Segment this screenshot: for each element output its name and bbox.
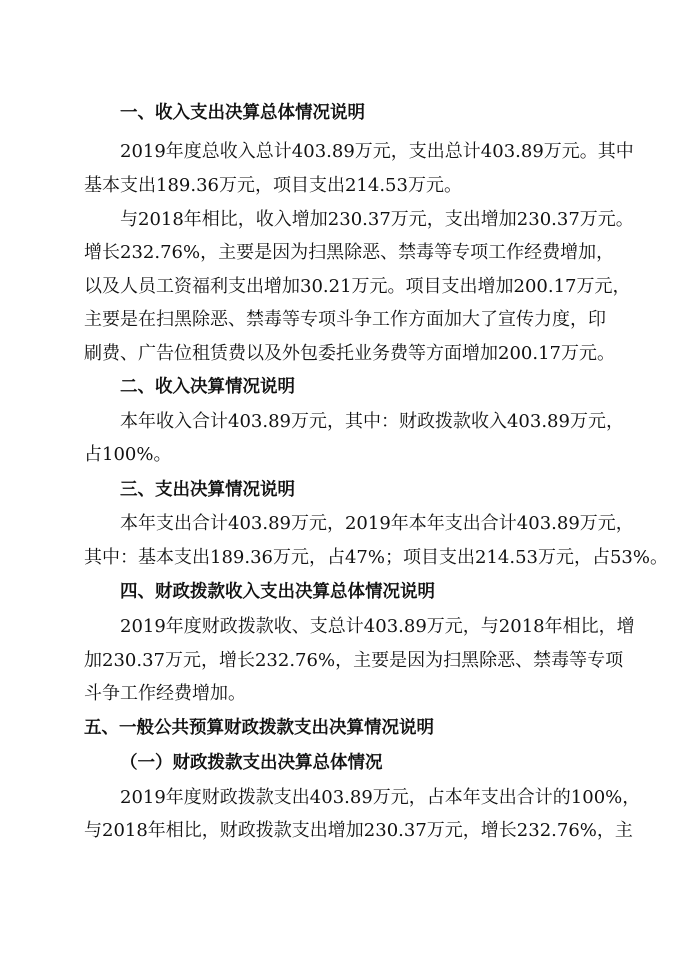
- section-2-p1-line-2: 占100%。: [84, 444, 172, 465]
- section-1-p2-line-1: 与2018年相比，收入增加230.37万元，支出增加230.37万元。: [120, 209, 634, 230]
- section-1-p1-line-2: 基本支出189.36万元，项目支出214.53万元。: [84, 175, 462, 196]
- section-2-p1-line-1: 本年收入合计403.89万元，其中：财政拨款收入403.89万元，: [120, 411, 624, 432]
- section-1-p2-line-5: 刷费、广告位租赁费以及外包委托业务费等方面增加200.17万元。: [84, 343, 615, 364]
- section-4-p1-line-1: 2019年度财政拨款收、支总计403.89万元，与2018年相比，增: [120, 616, 635, 637]
- section-1-p2-line-2: 增长232.76%，主要是因为扫黑除恶、禁毒等专项工作经费增加，: [84, 242, 615, 263]
- section-5-p1-line-2: 与2018年相比，财政拨款支出增加230.37万元，增长232.76%，主: [84, 820, 633, 841]
- section-5-subheading: （一）财政拨款支出决算总体情况: [120, 753, 383, 773]
- section-3-p1-line-1: 本年支出合计403.89万元，2019年本年支出合计403.89万元，: [120, 513, 634, 534]
- section-3-heading: 三、支出决算情况说明: [120, 480, 295, 500]
- section-1-heading: 一、收入支出决算总体情况说明: [120, 103, 365, 123]
- section-2-heading: 二、收入决算情况说明: [120, 377, 295, 397]
- section-4-p1-line-3: 斗争工作经费增加。: [84, 683, 246, 704]
- section-5-heading: 五、一般公共预算财政拨款支出决算情况说明: [84, 718, 434, 738]
- section-1-p1-line-1: 2019年度总收入总计403.89万元，支出总计403.89万元。其中: [120, 141, 634, 162]
- section-1-p2-line-3: 以及人员工资福利支出增加30.21万元。项目支出增加200.17万元，: [84, 276, 631, 297]
- section-3-p1-line-2: 其中：基本支出189.36万元，占47%；项目支出214.53万元，占53%。: [84, 547, 668, 568]
- section-4-p1-line-2: 加230.37万元，增长232.76%，主要是因为扫黑除恶、禁毒等专项: [84, 650, 624, 671]
- section-4-heading: 四、财政拨款收入支出决算总体情况说明: [120, 582, 435, 602]
- section-5-p1-line-1: 2019年度财政拨款支出403.89万元，占本年支出合计的100%，: [120, 787, 641, 808]
- section-1-p2-line-4: 主要是在扫黑除恶、禁毒等专项斗争工作方面加大了宣传力度，印: [84, 309, 606, 330]
